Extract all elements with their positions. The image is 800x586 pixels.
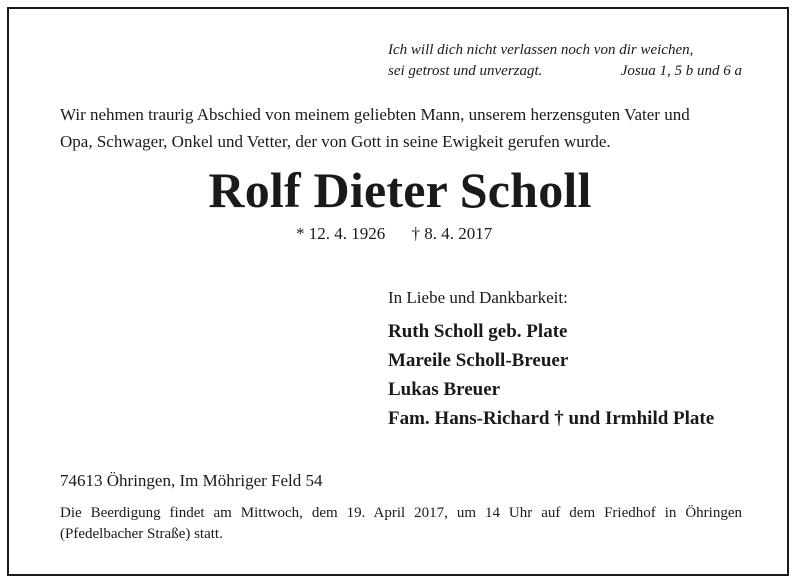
deceased-name: Rolf Dieter Scholl: [208, 162, 592, 218]
life-dates: [296, 222, 492, 246]
funeral-line-1: Die Beerdigung findet am Mittwoch, dem 19. April 2017, um 14 Uhr auf dem Friedhof in Öhringen: [60, 505, 742, 521]
funeral-info: [60, 503, 742, 545]
verse-line-2-text: sei getrost und unverzagt.: [388, 63, 543, 79]
mourner-item: Fam. Hans-Richard † und Irmhild Plate: [388, 408, 715, 429]
signoff-text: In Liebe und Dankbarkeit:: [388, 288, 568, 307]
verse-line-1: Ich will dich nicht verlassen noch von dir weichen,: [388, 42, 694, 58]
mourner-item: Lukas Breuer: [388, 379, 501, 400]
mourner-item: Mareile Scholl-Breuer: [388, 350, 569, 371]
family-address: 74613 Öhringen, Im Möhriger Feld 54: [60, 471, 323, 490]
bible-verse: [388, 40, 748, 82]
intro-line-2: Opa, Schwager, Onkel und Vetter, der von Gott in seine Ewigkeit gerufen wurde.: [60, 132, 611, 151]
verse-line-2: [388, 61, 742, 82]
birth-date: * 12. 4. 1926: [296, 224, 386, 243]
mourners-list: [388, 317, 714, 433]
intro-line-1: Wir nehmen traurig Abschied von meinem geliebten Mann, unserem herzensguten Vater und: [60, 105, 690, 124]
death-date: † 8. 4. 2017: [411, 224, 493, 243]
mourner-item: Ruth Scholl geb. Plate: [388, 321, 568, 342]
funeral-line-2: (Pfedelbacher Straße) statt.: [60, 526, 223, 542]
verse-reference: Josua 1, 5 b und 6 a: [620, 63, 742, 79]
intro-text: [60, 101, 750, 155]
